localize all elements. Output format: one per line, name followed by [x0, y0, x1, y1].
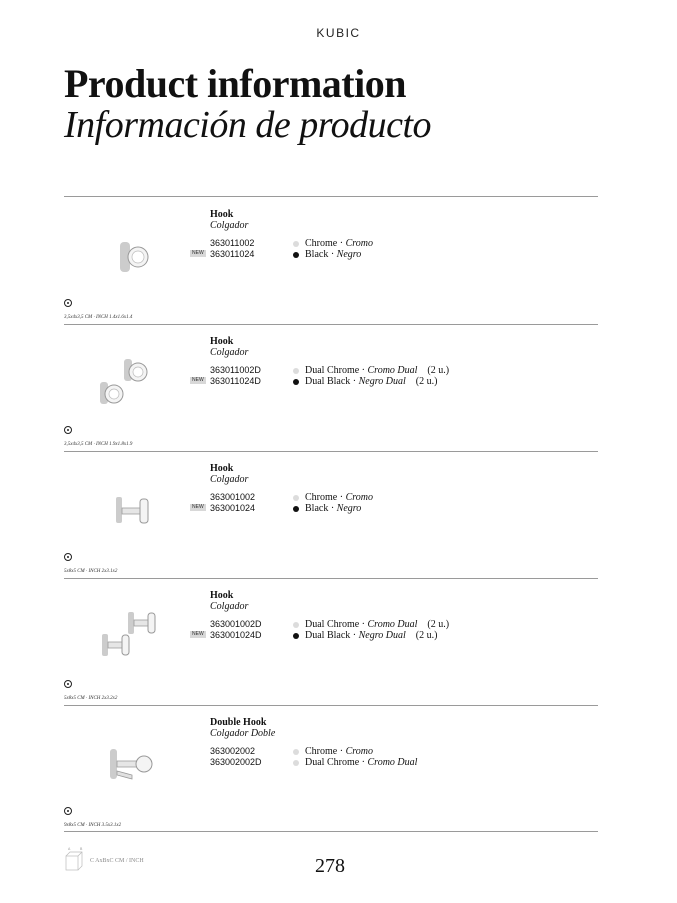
- finish-list: [293, 492, 373, 514]
- finish-name: Dual Chrome: [305, 757, 360, 768]
- product-name: Hook: [210, 209, 234, 220]
- product-code: 363002002D: [210, 757, 262, 767]
- finish-swatch: [293, 760, 299, 766]
- product-row: [64, 578, 598, 705]
- product-row: [64, 324, 598, 451]
- legend-label-a: A: [68, 847, 71, 851]
- dual-hook-square-icon: [80, 608, 170, 668]
- page-title-spanish: Información de producto: [64, 104, 432, 146]
- product-name: Hook: [210, 590, 234, 601]
- finish-quantity: (2 u.): [427, 365, 450, 376]
- legend-label-b: B: [80, 847, 83, 851]
- page-number: 278: [315, 855, 345, 877]
- finish-name-spanish: Cromo Dual: [367, 365, 418, 376]
- target-icon: [64, 680, 72, 688]
- target-icon: [64, 553, 72, 561]
- page-title: Product information: [64, 61, 406, 106]
- product-name-spanish: Colgador: [210, 220, 249, 231]
- product-code: 363001024D: [210, 630, 262, 640]
- finish-name: Dual Black: [305, 630, 351, 641]
- finish-swatch: [293, 495, 299, 501]
- finish-swatch: [293, 368, 299, 374]
- product-code: 363011002D: [210, 365, 261, 375]
- product-codes: [210, 238, 254, 260]
- finish-name-spanish: Negro: [336, 503, 362, 514]
- single-hook-round-icon: [80, 227, 170, 287]
- double-hook-icon: [80, 735, 170, 795]
- dimensions: 5x8x5 CM · INCH 2x3.2x2: [64, 696, 118, 701]
- divider: [64, 831, 598, 832]
- finish-name: Black: [305, 503, 329, 514]
- product-row: [64, 197, 598, 324]
- finish-swatch: [293, 241, 299, 247]
- dimensions: 3,5x4x3,5 CM · INCH 1.9x1.8x1.9: [64, 442, 133, 447]
- new-badge: NEW: [192, 250, 204, 256]
- product-code: 363002002: [210, 746, 256, 756]
- product-code: 363011002: [210, 238, 255, 248]
- dimensions: 3,5x4x3,5 CM · INCH 1.4x1.6x1.4: [64, 315, 133, 320]
- finish-item: Dual Black · Negro Dual (2 u.): [293, 630, 449, 641]
- finish-swatch: [293, 749, 299, 755]
- target-icon: [64, 426, 72, 434]
- finish-item: Black · Negro: [293, 249, 373, 260]
- product-name-spanish: Colgador: [210, 601, 249, 612]
- finish-name-spanish: Negro Dual: [358, 376, 406, 387]
- product-name: Hook: [210, 463, 234, 474]
- finish-item: Black · Negro: [293, 503, 373, 514]
- product-codes: [210, 619, 262, 641]
- finish-name-spanish: Cromo: [345, 492, 373, 503]
- product-name: Double Hook: [210, 717, 267, 728]
- finish-list: [293, 746, 417, 768]
- finish-swatch: [293, 633, 299, 639]
- finish-name-spanish: Negro: [336, 249, 362, 260]
- finish-name-spanish: Cromo: [345, 238, 373, 249]
- finish-quantity: (2 u.): [415, 630, 438, 641]
- new-badge: NEW: [192, 377, 204, 383]
- product-code: 363001002D: [210, 619, 262, 629]
- product-code: 363011024: [210, 249, 255, 259]
- finish-item: Chrome · Cromo: [293, 238, 373, 249]
- finish-name-spanish: Cromo Dual: [367, 757, 418, 768]
- finish-item: Chrome · Cromo: [293, 746, 417, 757]
- product-code: 363001002: [210, 492, 256, 502]
- product-row: [64, 451, 598, 578]
- finish-item: Chrome · Cromo: [293, 492, 373, 503]
- single-hook-square-icon: [80, 481, 170, 541]
- finish-item: Dual Chrome · Cromo Dual (2 u.): [293, 365, 449, 376]
- finish-list: [293, 619, 449, 641]
- finish-name: Dual Black: [305, 376, 351, 387]
- finish-name-spanish: Cromo: [345, 746, 373, 757]
- product-name-spanish: Colgador Doble: [210, 728, 276, 739]
- brand-name: KUBIC: [316, 26, 361, 40]
- product-codes: [210, 492, 255, 514]
- finish-name-spanish: Cromo Dual: [367, 619, 418, 630]
- finish-name: Chrome: [305, 238, 338, 249]
- new-badge: NEW: [192, 631, 204, 637]
- product-code: 363011024D: [210, 376, 261, 386]
- finish-list: [293, 365, 449, 387]
- finish-item: Dual Black · Negro Dual (2 u.): [293, 376, 449, 387]
- dimensions: 9x8x5 CM · INCH 3.5x3.1x2: [64, 823, 122, 828]
- finish-list: [293, 238, 373, 260]
- product-codes: [210, 746, 262, 768]
- product-name-spanish: Colgador: [210, 347, 249, 358]
- new-badge: NEW: [192, 504, 204, 510]
- product-name: Hook: [210, 336, 234, 347]
- target-icon: [64, 299, 72, 307]
- product-codes: [210, 365, 261, 387]
- product-row: [64, 705, 598, 832]
- dimension-legend-text: C AxBxC CM / INCH: [90, 858, 144, 864]
- product-code: 363001024: [210, 503, 256, 513]
- finish-item: Dual Chrome · Cromo Dual: [293, 757, 417, 768]
- finish-quantity: (2 u.): [427, 619, 450, 630]
- finish-name: Dual Chrome: [305, 365, 360, 376]
- finish-swatch: [293, 506, 299, 512]
- finish-swatch: [293, 252, 299, 258]
- target-icon: [64, 807, 72, 815]
- finish-name-spanish: Negro Dual: [358, 630, 406, 641]
- finish-item: Dual Chrome · Cromo Dual (2 u.): [293, 619, 449, 630]
- finish-swatch: [293, 379, 299, 385]
- dual-hook-round-icon: [80, 354, 170, 414]
- finish-swatch: [293, 622, 299, 628]
- dimensions: 5x8x5 CM · INCH 2x3.1x2: [64, 569, 118, 574]
- finish-name: Chrome: [305, 492, 338, 503]
- product-name-spanish: Colgador: [210, 474, 249, 485]
- finish-name: Black: [305, 249, 329, 260]
- finish-name: Dual Chrome: [305, 619, 360, 630]
- finish-quantity: (2 u.): [415, 376, 438, 387]
- finish-name: Chrome: [305, 746, 338, 757]
